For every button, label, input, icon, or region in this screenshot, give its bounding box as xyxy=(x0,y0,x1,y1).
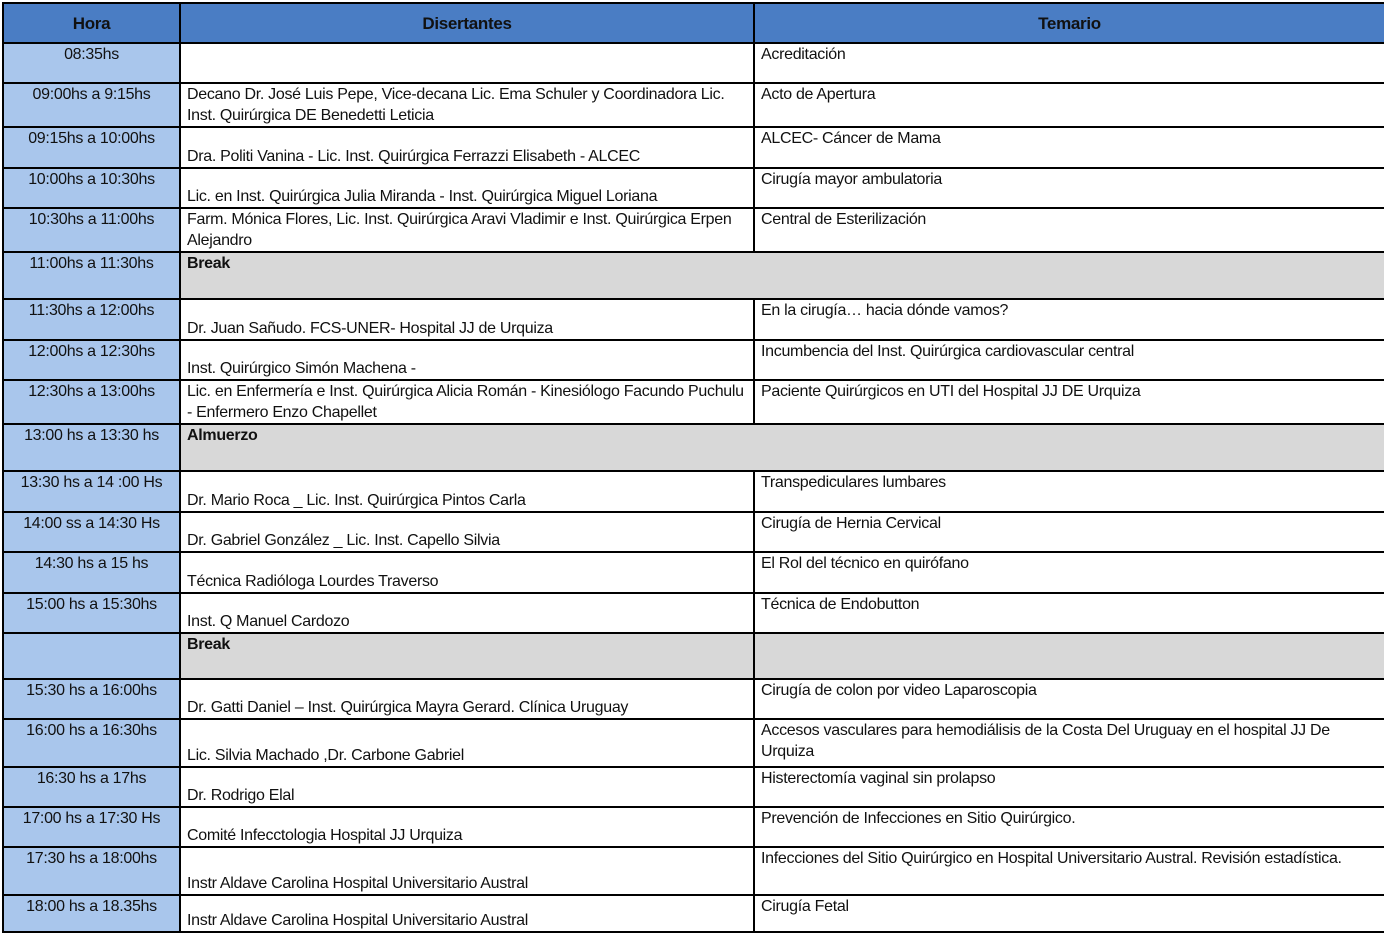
topic-cell: Histerectomía vaginal sin prolapso xyxy=(754,767,1384,807)
time-cell: 15:00 hs a 15:30hs xyxy=(3,593,180,633)
time-cell: 12:30hs a 13:00hs xyxy=(3,380,180,424)
speakers-cell: Técnica Radióloga Lourdes Traverso xyxy=(180,552,754,593)
speakers-cell: Instr Aldave Carolina Hospital Universitario Austral xyxy=(180,895,754,932)
time-cell: 13:00 hs a 13:30 hs xyxy=(3,424,180,471)
speakers-cell: Dra. Politi Vanina - Lic. Inst. Quirúrgica Ferrazzi Elisabeth - ALCEC xyxy=(180,127,754,168)
topic-cell: Central de Esterilización xyxy=(754,208,1384,252)
lunch-label: Almuerzo xyxy=(180,424,1384,471)
speakers-cell: Dr. Gabriel González _ Lic. Inst. Capello Silvia xyxy=(180,512,754,552)
table-row xyxy=(3,679,1384,719)
time-cell: 09:00hs a 9:15hs xyxy=(3,83,180,127)
table-row xyxy=(3,807,1384,847)
time-cell: 11:00hs a 11:30hs xyxy=(3,252,180,299)
topic-cell: Transpediculares lumbares xyxy=(754,471,1384,512)
time-cell: 14:00 ss a 14:30 Hs xyxy=(3,512,180,552)
topic-cell: Paciente Quirúrgicos en UTI del Hospital JJ DE Urquiza xyxy=(754,380,1384,424)
break-label: Break xyxy=(180,633,754,679)
speakers-cell: Inst. Quirúrgico Simón Machena - xyxy=(180,340,754,380)
break-topic-cell xyxy=(754,633,1384,679)
table-row xyxy=(3,471,1384,512)
header-disertantes: Disertantes xyxy=(180,3,754,43)
header-row xyxy=(3,3,1384,43)
table-row xyxy=(3,767,1384,807)
time-cell: 18:00 hs a 18.35hs xyxy=(3,895,180,932)
header-hora: Hora xyxy=(3,3,180,43)
table-row xyxy=(3,895,1384,932)
topic-cell: Técnica de Endobutton xyxy=(754,593,1384,633)
speakers-cell: Dr. Gatti Daniel – Inst. Quirúrgica Mayra Gerard. Clínica Uruguay xyxy=(180,679,754,719)
table-row xyxy=(3,380,1384,424)
topic-cell: Cirugía mayor ambulatoria xyxy=(754,168,1384,208)
speakers-cell: Inst. Q Manuel Cardozo xyxy=(180,593,754,633)
table-row xyxy=(3,593,1384,633)
speakers-cell: Lic. Silvia Machado ,Dr. Carbone Gabriel xyxy=(180,719,754,767)
header-temario: Temario xyxy=(754,3,1384,43)
time-cell: 17:00 hs a 17:30 Hs xyxy=(3,807,180,847)
time-cell: 14:30 hs a 15 hs xyxy=(3,552,180,593)
topic-cell: Incumbencia del Inst. Quirúrgica cardiovascular central xyxy=(754,340,1384,380)
table-row xyxy=(3,847,1384,895)
speakers-cell: Dr. Juan Sañudo. FCS-UNER- Hospital JJ de Urquiza xyxy=(180,299,754,340)
table-row xyxy=(3,43,1384,83)
time-cell: 09:15hs a 10:00hs xyxy=(3,127,180,168)
time-cell: 12:00hs a 12:30hs xyxy=(3,340,180,380)
table-row xyxy=(3,512,1384,552)
time-cell: 08:35hs xyxy=(3,43,180,83)
time-cell: 16:00 hs a 16:30hs xyxy=(3,719,180,767)
speakers-cell: Dr. Rodrigo Elal xyxy=(180,767,754,807)
topic-cell: Cirugía de colon por video Laparoscopia xyxy=(754,679,1384,719)
break-row xyxy=(3,633,1384,679)
speakers-cell: Lic. en Inst. Quirúrgica Julia Miranda - Inst. Quirúrgica Miguel Loriana xyxy=(180,168,754,208)
speakers-cell: Decano Dr. José Luis Pepe, Vice-decana Lic. Ema Schuler y Coordinadora Lic. Inst. Quirúrgica DE Benedetti Leticia xyxy=(180,83,754,127)
time-cell: 10:00hs a 10:30hs xyxy=(3,168,180,208)
topic-cell: Accesos vasculares para hemodiálisis de la Costa Del Uruguay en el hospital JJ De Urquiza xyxy=(754,719,1384,767)
speakers-cell xyxy=(180,43,754,83)
topic-cell: Prevención de Infecciones en Sitio Quirúrgico. xyxy=(754,807,1384,847)
time-cell xyxy=(3,633,180,679)
topic-cell: Infecciones del Sitio Quirúrgico en Hospital Universitario Austral. Revisión estadística. xyxy=(754,847,1384,895)
topic-cell: En la cirugía… hacia dónde vamos? xyxy=(754,299,1384,340)
time-cell: 16:30 hs a 17hs xyxy=(3,767,180,807)
time-cell: 10:30hs a 11:00hs xyxy=(3,208,180,252)
table-row xyxy=(3,208,1384,252)
table-row xyxy=(3,552,1384,593)
break-row xyxy=(3,424,1384,471)
table-row xyxy=(3,127,1384,168)
topic-cell: Acreditación xyxy=(754,43,1384,83)
break-row xyxy=(3,252,1384,299)
time-cell: 15:30 hs a 16:00hs xyxy=(3,679,180,719)
table-row xyxy=(3,340,1384,380)
time-cell: 17:30 hs a 18:00hs xyxy=(3,847,180,895)
table-row xyxy=(3,299,1384,340)
speakers-cell: Dr. Mario Roca _ Lic. Inst. Quirúrgica Pintos Carla xyxy=(180,471,754,512)
speakers-cell: Lic. en Enfermería e Inst. Quirúrgica Alicia Román - Kinesiólogo Facundo Puchulu - Enfermero Enzo Chapellet xyxy=(180,380,754,424)
table-row xyxy=(3,168,1384,208)
topic-cell: Acto de Apertura xyxy=(754,83,1384,127)
speakers-cell: Farm. Mónica Flores, Lic. Inst. Quirúrgica Aravi Vladimir e Inst. Quirúrgica Erpen Alejandro xyxy=(180,208,754,252)
topic-cell: Cirugía Fetal xyxy=(754,895,1384,932)
topic-cell: ALCEC- Cáncer de Mama xyxy=(754,127,1384,168)
time-cell: 11:30hs a 12:00hs xyxy=(3,299,180,340)
time-cell: 13:30 hs a 14 :00 Hs xyxy=(3,471,180,512)
speakers-cell: Instr Aldave Carolina Hospital Universitario Austral xyxy=(180,847,754,895)
break-label: Break xyxy=(180,252,1384,299)
topic-cell: El Rol del técnico en quirófano xyxy=(754,552,1384,593)
topic-cell: Cirugía de Hernia Cervical xyxy=(754,512,1384,552)
speakers-cell: Comité Infecctologia Hospital JJ Urquiza xyxy=(180,807,754,847)
schedule-table xyxy=(2,2,1384,933)
table-row xyxy=(3,83,1384,127)
table-row xyxy=(3,719,1384,767)
